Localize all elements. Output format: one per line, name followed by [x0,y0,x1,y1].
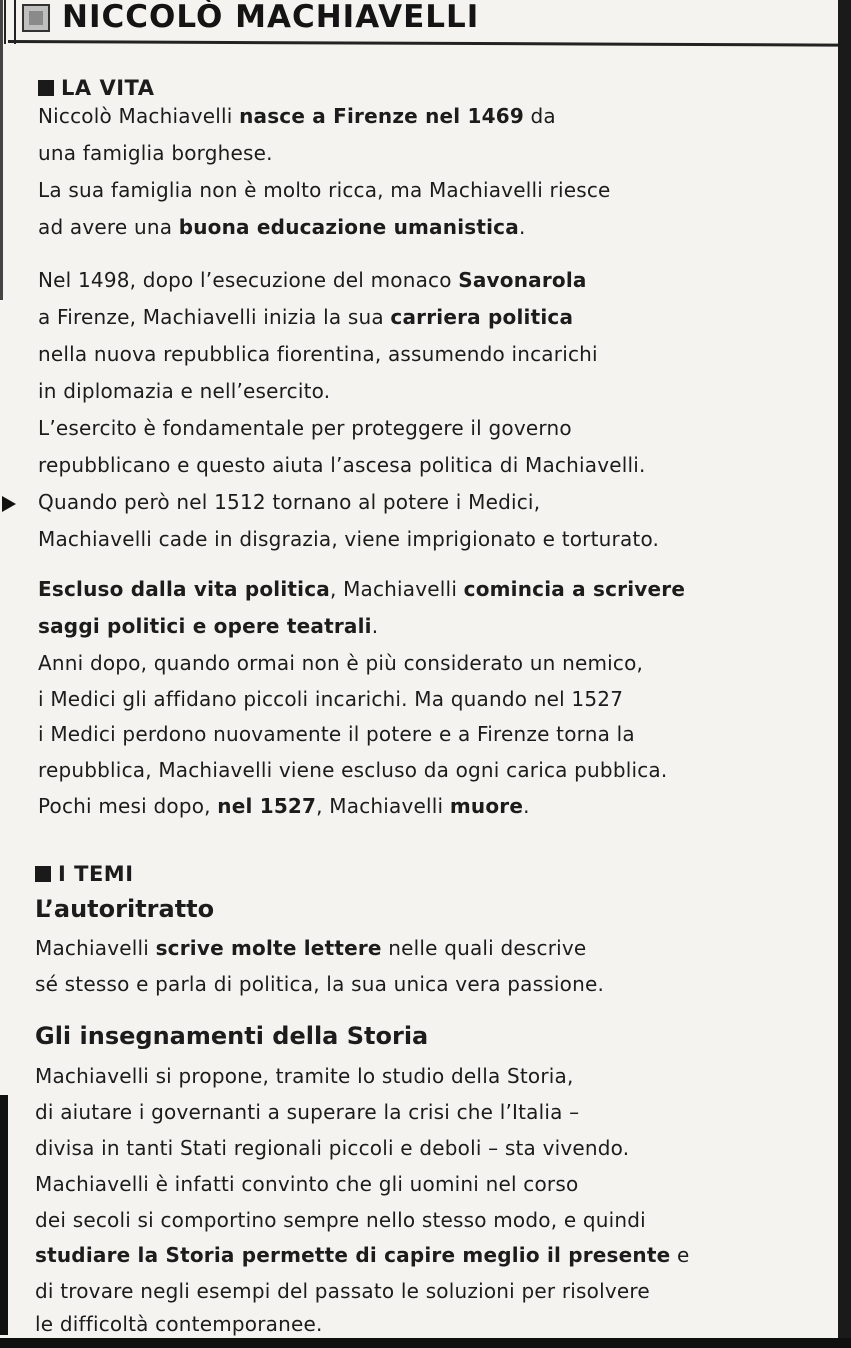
page-edge [0,0,3,300]
text-line: Machiavelli scrive molte lettere nelle quali descrive [35,936,587,960]
text-line: a Firenze, Machiavelli inizia la sua carriera politica [38,305,574,329]
text-line: Machiavelli si propone, tramite lo studio della Storia, [35,1064,574,1088]
text-line: di trovare negli esempi del passato le soluzioni per risolvere [35,1279,650,1303]
text-line: in diplomazia e nell’esercito. [38,379,331,403]
play-marker-icon [2,496,16,512]
page-edge [0,1338,851,1348]
text-line: divisa in tanti Stati regionali piccoli e deboli – sta vivendo. [35,1136,630,1160]
text-line: Quando però nel 1512 tornano al potere i Medici, [38,490,541,514]
title-rule [8,40,838,47]
text-line: repubblica, Machiavelli viene escluso da ogni carica pubblica. [38,758,668,782]
text-line: Anni dopo, quando ormai non è più considerato un nemico, [38,651,644,675]
square-bullet-icon [35,866,51,882]
text-line: Machiavelli è infatti convinto che gli uomini nel corso [35,1172,579,1196]
subheading-insegnamenti: Gli insegnamenti della Storia [35,1022,429,1050]
text-line: La sua famiglia non è molto ricca, ma Machiavelli riesce [38,178,611,202]
square-bullet-icon [38,80,54,96]
text-line: L’esercito è fondamentale per proteggere il governo [38,416,572,440]
text-line: di aiutare i governanti a superare la crisi che l’Italia – [35,1100,580,1124]
text-line: le difficoltà contemporanee. [35,1312,323,1336]
subheading-autoritratto: L’autoritratto [35,895,215,923]
text-line: Nel 1498, dopo l’esecuzione del monaco Savonarola [38,268,587,292]
title-bar [4,0,836,44]
page-edge [0,1095,8,1335]
text-line: una famiglia borghese. [38,141,273,165]
text-line: sé stesso e parla di politica, la sua unica vera passione. [35,972,605,996]
chapter-icon [22,4,50,32]
text-line: i Medici perdono nuovamente il potere e a Firenze torna la [38,722,635,746]
text-line: Pochi mesi dopo, nel 1527, Machiavelli muore. [38,794,530,818]
text-line: i Medici gli affidano piccoli incarichi. Ma quando nel 1527 [38,687,624,711]
title-frame [4,0,16,44]
text-line: Niccolò Machiavelli nasce a Firenze nel 1469 da [38,104,556,128]
text-line: ad avere una buona educazione umanistica. [38,215,526,239]
page-title: NICCOLÒ MACHIAVELLI [62,0,480,35]
text-line: studiare la Storia permette di capire meglio il presente e [35,1243,690,1267]
page-edge [838,0,851,1348]
text-line: dei secoli si comportino sempre nello stesso modo, e quindi [35,1208,646,1232]
text-line: Machiavelli cade in disgrazia, viene imprigionato e torturato. [38,527,660,551]
text-line: saggi politici e opere teatrali. [38,614,379,638]
section-heading-vita: LA VITA [38,76,154,100]
text-line: nella nuova repubblica fiorentina, assumendo incarichi [38,342,598,366]
section-heading-temi: I TEMI [35,862,134,886]
text-line: Escluso dalla vita politica, Machiavelli comincia a scrivere [38,577,686,601]
text-line: repubblicano e questo aiuta l’ascesa politica di Machiavelli. [38,453,646,477]
